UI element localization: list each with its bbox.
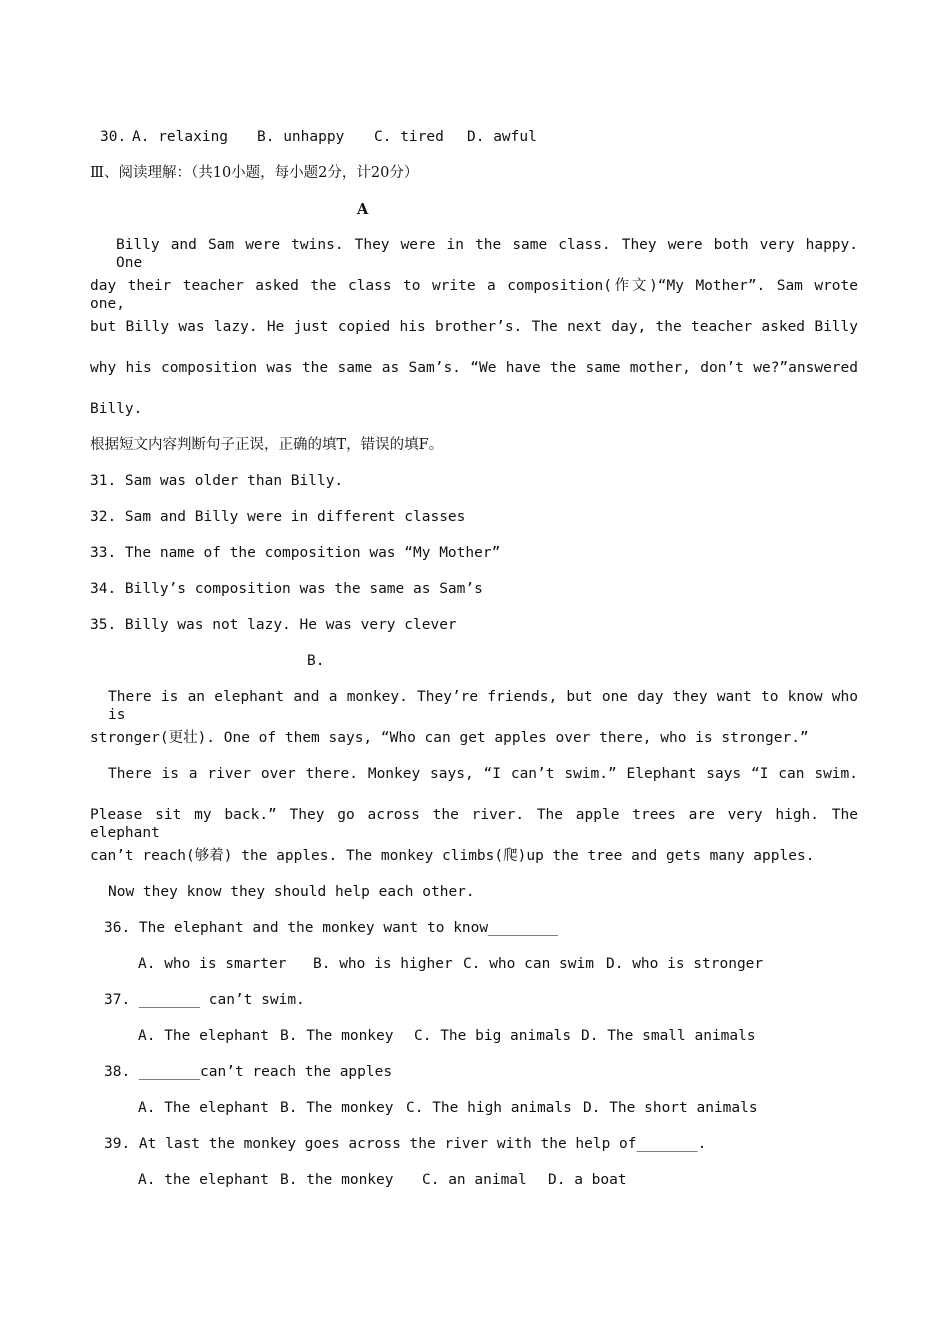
passage-b-line: can’t reach(够着) the apples. The monkey climbs(爬)up the tree and gets many apples.: [90, 848, 815, 864]
question-36-option-c: C. who can swim: [463, 956, 594, 972]
question-39-stem: 39. At last the monkey goes across the river with the help of_______.: [104, 1136, 707, 1152]
passage-a-label: A: [357, 201, 369, 218]
question-39-option-b: B. the monkey: [280, 1172, 394, 1188]
passage-b-line: Please sit my back.” They go across the river. The apple trees are very high. The elephant: [90, 807, 858, 841]
passage-b-line: There is an elephant and a monkey. They’re friends, but one day they want to know who is: [108, 689, 858, 723]
q30-number: 30.: [100, 129, 127, 145]
question-36-option-d: D. who is stronger: [606, 956, 764, 972]
question-37-option-b: B. The monkey: [280, 1028, 394, 1044]
q30-option-b: B. unhappy: [257, 129, 345, 145]
question-37-option-a: A. The elephant: [138, 1028, 269, 1044]
question-38-stem: 38. _______can’t reach the apples: [104, 1064, 393, 1080]
passage-b-line: There is a river over there. Monkey says, “I can’t swim.” Elephant says “I can swim.: [108, 766, 858, 782]
question-39-option-d: D. a boat: [548, 1172, 627, 1188]
question-37-option-d: D. The small animals: [581, 1028, 756, 1044]
question-32: 32. Sam and Billy were in different classes: [90, 509, 466, 525]
q30-option-a: A. relaxing: [132, 129, 229, 145]
question-35: 35. Billy was not lazy. He was very clever: [90, 617, 457, 633]
question-36-option-b: B. who is higher: [313, 956, 453, 972]
question-33: 33. The name of the composition was “My Mother”: [90, 545, 501, 561]
passage-a-line: Billy and Sam were twins. They were in the same class. They were both very happy. One: [116, 237, 858, 271]
q30-option-d: D. awful: [467, 129, 537, 145]
passage-a-line: day their teacher asked the class to write a composition(作文)“My Mother”. Sam wrote one,: [90, 278, 858, 312]
question-39-option-c: C. an animal: [422, 1172, 527, 1188]
question-36-option-a: A. who is smarter: [138, 956, 287, 972]
question-38-option-d: D. The short animals: [583, 1100, 758, 1116]
q30-option-c: C. tired: [374, 129, 444, 145]
question-37-stem: 37. _______ can’t swim.: [104, 992, 305, 1008]
passage-a-line: but Billy was lazy. He just copied his brother’s. The next day, the teacher asked Billy: [90, 319, 858, 335]
section-heading: Ⅲ、阅读理解：（共10小题，每小题2分，计20分）: [90, 165, 419, 181]
passage-b-line: Now they know they should help each other.: [108, 884, 475, 900]
question-38-option-c: C. The high animals: [406, 1100, 572, 1116]
question-36-stem: 36. The elephant and the monkey want to know________: [104, 920, 558, 936]
question-31: 31. Sam was older than Billy.: [90, 473, 344, 489]
passage-a-line: Billy.: [90, 401, 143, 417]
passage-a-line: why his composition was the same as Sam’s. “We have the same mother, don’t we?”answered: [90, 360, 858, 376]
question-37-option-c: C. The big animals: [414, 1028, 572, 1044]
question-38-option-a: A. The elephant: [138, 1100, 269, 1116]
question-38-option-b: B. The monkey: [280, 1100, 394, 1116]
passage-b-label: B.: [307, 653, 325, 669]
passage-b-line: stronger(更壮). One of them says, “Who can get apples over there, who is stronger.”: [90, 730, 809, 746]
question-39-option-a: A. the elephant: [138, 1172, 269, 1188]
question-34: 34. Billy’s composition was the same as Sam’s: [90, 581, 483, 597]
tf-instruction: 根据短文内容判断句子正误，正确的填T，错误的填F。: [90, 437, 444, 453]
